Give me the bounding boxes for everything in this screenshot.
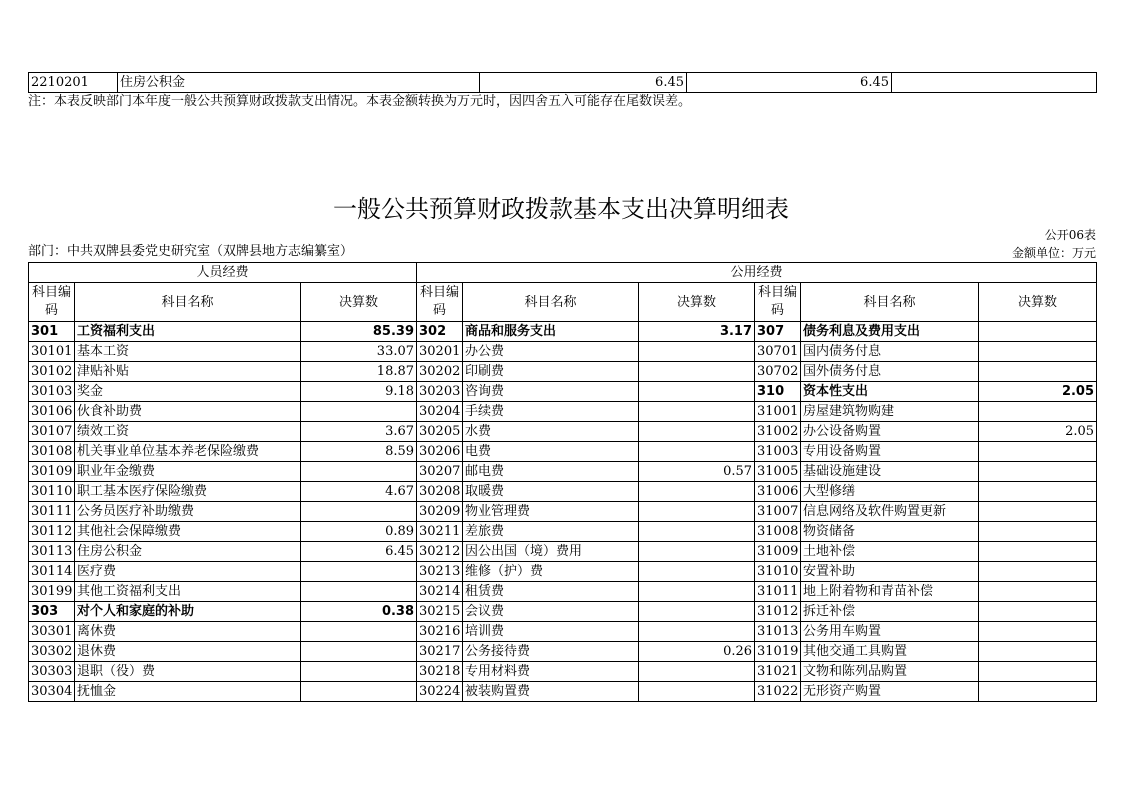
cell-name: 其他交通工具购置 (801, 642, 979, 662)
cell-amount (639, 622, 755, 642)
cell-amount (979, 642, 1097, 662)
cell-amount (301, 502, 417, 522)
cell-amount: 6.45 (301, 542, 417, 562)
cell-code: 30203 (417, 382, 463, 402)
cell-name: 租赁费 (463, 582, 639, 602)
cell-code: 30108 (29, 442, 75, 462)
table-row (29, 582, 1097, 602)
cell-amount (979, 502, 1097, 522)
section-public: 公用经费 (417, 263, 1097, 283)
cell-name: 医疗费 (75, 562, 301, 582)
cell-amount (639, 682, 755, 702)
cell-name: 邮电费 (463, 462, 639, 482)
cell-name: 公务接待费 (463, 642, 639, 662)
section-header-row (29, 263, 1097, 283)
cell-name: 印刷费 (463, 362, 639, 382)
cell-name: 资本性支出 (801, 382, 979, 402)
cell-name: 对个人和家庭的补助 (75, 602, 301, 622)
cell-code: 31019 (755, 642, 801, 662)
cell-name: 培训费 (463, 622, 639, 642)
cell-code: 30211 (417, 522, 463, 542)
cell-name: 手续费 (463, 402, 639, 422)
cell-amount (301, 562, 417, 582)
table-row (29, 642, 1097, 662)
cell-code: 30304 (29, 682, 75, 702)
cell-code: 31002 (755, 422, 801, 442)
cell-name: 公务用车购置 (801, 622, 979, 642)
cell-name: 国内债务付息 (801, 342, 979, 362)
cell-code: 30107 (29, 422, 75, 442)
cell-code: 31010 (755, 562, 801, 582)
cell-name: 物业管理费 (463, 502, 639, 522)
cell-code: 30206 (417, 442, 463, 462)
cell-amount: 33.07 (301, 342, 417, 362)
cell-name: 基础设施建设 (801, 462, 979, 482)
cell-code: 302 (417, 322, 463, 342)
table-row (29, 562, 1097, 582)
cell-code: 30101 (29, 342, 75, 362)
cell-amount (301, 642, 417, 662)
cell-amount: 0.57 (639, 462, 755, 482)
cell-code: 30302 (29, 642, 75, 662)
cell-amount (979, 362, 1097, 382)
expenditure-detail-table (28, 262, 1097, 702)
cell-code: 30212 (417, 542, 463, 562)
cell-amount: 2.05 (979, 422, 1097, 442)
cell-name: 基本工资 (75, 342, 301, 362)
cell-amount (301, 662, 417, 682)
top-row-value1: 6.45 (480, 73, 687, 93)
cell-code: 30303 (29, 662, 75, 682)
cell-name: 信息网络及软件购置更新 (801, 502, 979, 522)
cell-code: 31011 (755, 582, 801, 602)
cell-name: 职工基本医疗保险缴费 (75, 482, 301, 502)
cell-name: 会议费 (463, 602, 639, 622)
table-row (29, 442, 1097, 462)
cell-code: 31003 (755, 442, 801, 462)
cell-code: 30213 (417, 562, 463, 582)
table-row (29, 622, 1097, 642)
cell-amount (979, 622, 1097, 642)
cell-code: 30106 (29, 402, 75, 422)
cell-amount: 0.38 (301, 602, 417, 622)
cell-code: 30215 (417, 602, 463, 622)
table-row (29, 362, 1097, 382)
table-row (29, 342, 1097, 362)
cell-code: 31021 (755, 662, 801, 682)
cell-amount (301, 402, 417, 422)
department-label: 部门：中共双牌县委党史研究室（双牌县地方志编纂室） (28, 244, 354, 259)
cell-name: 退休费 (75, 642, 301, 662)
cell-amount (979, 602, 1097, 622)
cell-code: 30702 (755, 362, 801, 382)
cell-amount (979, 322, 1097, 342)
table-row (29, 602, 1097, 622)
cell-code: 30202 (417, 362, 463, 382)
table-row (29, 322, 1097, 342)
table-row (29, 682, 1097, 702)
cell-name: 债务利息及费用支出 (801, 322, 979, 342)
cell-amount (639, 542, 755, 562)
cell-amount (979, 522, 1097, 542)
cell-name: 职业年金缴费 (75, 462, 301, 482)
cell-code: 30199 (29, 582, 75, 602)
cell-amount (639, 402, 755, 422)
cell-code: 301 (29, 322, 75, 342)
cell-name: 津贴补贴 (75, 362, 301, 382)
cell-amount (639, 362, 755, 382)
table-row (29, 382, 1097, 402)
cell-name: 住房公积金 (75, 542, 301, 562)
cell-name: 地上附着物和青苗补偿 (801, 582, 979, 602)
top-row-value2: 6.45 (687, 73, 892, 93)
cell-name: 水费 (463, 422, 639, 442)
table-row (29, 402, 1097, 422)
cell-amount: 3.67 (301, 422, 417, 442)
cell-amount (301, 682, 417, 702)
top-row-value3 (892, 73, 1097, 93)
cell-name: 文物和陈列品购置 (801, 662, 979, 682)
cell-name: 大型修缮 (801, 482, 979, 502)
cell-amount: 0.89 (301, 522, 417, 542)
header-amount: 决算数 (639, 283, 755, 322)
header-code: 科目编码 (417, 283, 463, 322)
header-amount: 决算数 (301, 283, 417, 322)
table-note: 注：本表反映部门本年度一般公共预算财政拨款支出情况。本表金额转换为万元时，因四舍五入可能存在尾数误差。 (28, 94, 692, 109)
cell-code: 30216 (417, 622, 463, 642)
cell-amount (639, 662, 755, 682)
cell-name: 商品和服务支出 (463, 322, 639, 342)
cell-name: 取暖费 (463, 482, 639, 502)
cell-name: 离休费 (75, 622, 301, 642)
cell-code: 310 (755, 382, 801, 402)
cell-name: 专用材料费 (463, 662, 639, 682)
cell-amount (979, 342, 1097, 362)
cell-amount (639, 562, 755, 582)
cell-amount (639, 442, 755, 462)
cell-amount: 3.17 (639, 322, 755, 342)
cell-code: 31005 (755, 462, 801, 482)
cell-name: 退职（役）费 (75, 662, 301, 682)
cell-amount (979, 402, 1097, 422)
cell-name: 绩效工资 (75, 422, 301, 442)
cell-amount (639, 342, 755, 362)
cell-code: 31012 (755, 602, 801, 622)
cell-amount (979, 662, 1097, 682)
header-name: 科目名称 (463, 283, 639, 322)
cell-code: 30112 (29, 522, 75, 542)
cell-name: 拆迁补偿 (801, 602, 979, 622)
cell-amount: 2.05 (979, 382, 1097, 402)
header-name: 科目名称 (801, 283, 979, 322)
cell-name: 办公设备购置 (801, 422, 979, 442)
cell-code: 30209 (417, 502, 463, 522)
cell-amount: 8.59 (301, 442, 417, 462)
form-code: 公开06表 (1044, 228, 1096, 242)
cell-name: 安置补助 (801, 562, 979, 582)
cell-code: 31013 (755, 622, 801, 642)
cell-code: 31007 (755, 502, 801, 522)
cell-name: 差旅费 (463, 522, 639, 542)
cell-code: 30218 (417, 662, 463, 682)
cell-name: 办公费 (463, 342, 639, 362)
cell-code: 30113 (29, 542, 75, 562)
cell-name: 奖金 (75, 382, 301, 402)
header-amount: 决算数 (979, 283, 1097, 322)
cell-name: 抚恤金 (75, 682, 301, 702)
cell-code: 30205 (417, 422, 463, 442)
unit-label: 金额单位：万元 (1011, 246, 1096, 260)
cell-code: 30217 (417, 642, 463, 662)
cell-name: 咨询费 (463, 382, 639, 402)
cell-code: 30701 (755, 342, 801, 362)
cell-code: 30110 (29, 482, 75, 502)
cell-amount (301, 622, 417, 642)
cell-amount (639, 422, 755, 442)
table-row (29, 422, 1097, 442)
cell-code: 30204 (417, 402, 463, 422)
cell-amount (639, 482, 755, 502)
cell-name: 因公出国（境）费用 (463, 542, 639, 562)
cell-name: 专用设备购置 (801, 442, 979, 462)
cell-amount (979, 542, 1097, 562)
cell-code: 31006 (755, 482, 801, 502)
cell-amount (639, 522, 755, 542)
cell-code: 30103 (29, 382, 75, 402)
cell-name: 维修（护）费 (463, 562, 639, 582)
column-header-row (29, 283, 1097, 322)
cell-code: 30208 (417, 482, 463, 502)
cell-code: 31008 (755, 522, 801, 542)
cell-code: 31009 (755, 542, 801, 562)
table-row (29, 502, 1097, 522)
cell-code: 30109 (29, 462, 75, 482)
cell-amount (979, 462, 1097, 482)
cell-code: 30214 (417, 582, 463, 602)
cell-code: 307 (755, 322, 801, 342)
cell-amount (979, 442, 1097, 462)
cell-amount (639, 602, 755, 622)
table-row (29, 482, 1097, 502)
previous-table-tail (28, 72, 1097, 93)
cell-amount (979, 582, 1097, 602)
page-title: 一般公共预算财政拨款基本支出决算明细表 (333, 195, 789, 223)
cell-name: 国外债务付息 (801, 362, 979, 382)
cell-name: 被装购置费 (463, 682, 639, 702)
top-row-name: 住房公积金 (118, 73, 480, 93)
cell-name: 其他社会保障缴费 (75, 522, 301, 542)
header-code: 科目编码 (755, 283, 801, 322)
section-personnel: 人员经费 (29, 263, 417, 283)
cell-amount (979, 682, 1097, 702)
cell-code: 30114 (29, 562, 75, 582)
table-row (29, 462, 1097, 482)
cell-name: 机关事业单位基本养老保险缴费 (75, 442, 301, 462)
cell-name: 土地补偿 (801, 542, 979, 562)
table-row (29, 542, 1097, 562)
cell-amount: 4.67 (301, 482, 417, 502)
cell-name: 物资储备 (801, 522, 979, 542)
cell-code: 31022 (755, 682, 801, 702)
cell-amount (301, 462, 417, 482)
cell-code: 303 (29, 602, 75, 622)
table-row (29, 73, 1097, 93)
header-code: 科目编码 (29, 283, 75, 322)
cell-name: 公务员医疗补助缴费 (75, 502, 301, 522)
cell-name: 房屋建筑物购建 (801, 402, 979, 422)
cell-code: 30224 (417, 682, 463, 702)
cell-code: 30301 (29, 622, 75, 642)
cell-amount: 9.18 (301, 382, 417, 402)
table-row (29, 662, 1097, 682)
cell-code: 30111 (29, 502, 75, 522)
cell-amount (301, 582, 417, 602)
header-name: 科目名称 (75, 283, 301, 322)
top-row-code: 2210201 (29, 73, 118, 93)
cell-amount: 0.26 (639, 642, 755, 662)
cell-code: 30207 (417, 462, 463, 482)
cell-code: 30102 (29, 362, 75, 382)
cell-amount (639, 502, 755, 522)
cell-amount (979, 482, 1097, 502)
cell-name: 电费 (463, 442, 639, 462)
cell-amount: 85.39 (301, 322, 417, 342)
cell-name: 工资福利支出 (75, 322, 301, 342)
cell-amount (639, 382, 755, 402)
cell-code: 30201 (417, 342, 463, 362)
cell-amount: 18.87 (301, 362, 417, 382)
table-row (29, 522, 1097, 542)
cell-name: 伙食补助费 (75, 402, 301, 422)
cell-amount (979, 562, 1097, 582)
cell-name: 其他工资福利支出 (75, 582, 301, 602)
cell-name: 无形资产购置 (801, 682, 979, 702)
cell-code: 31001 (755, 402, 801, 422)
cell-amount (639, 582, 755, 602)
